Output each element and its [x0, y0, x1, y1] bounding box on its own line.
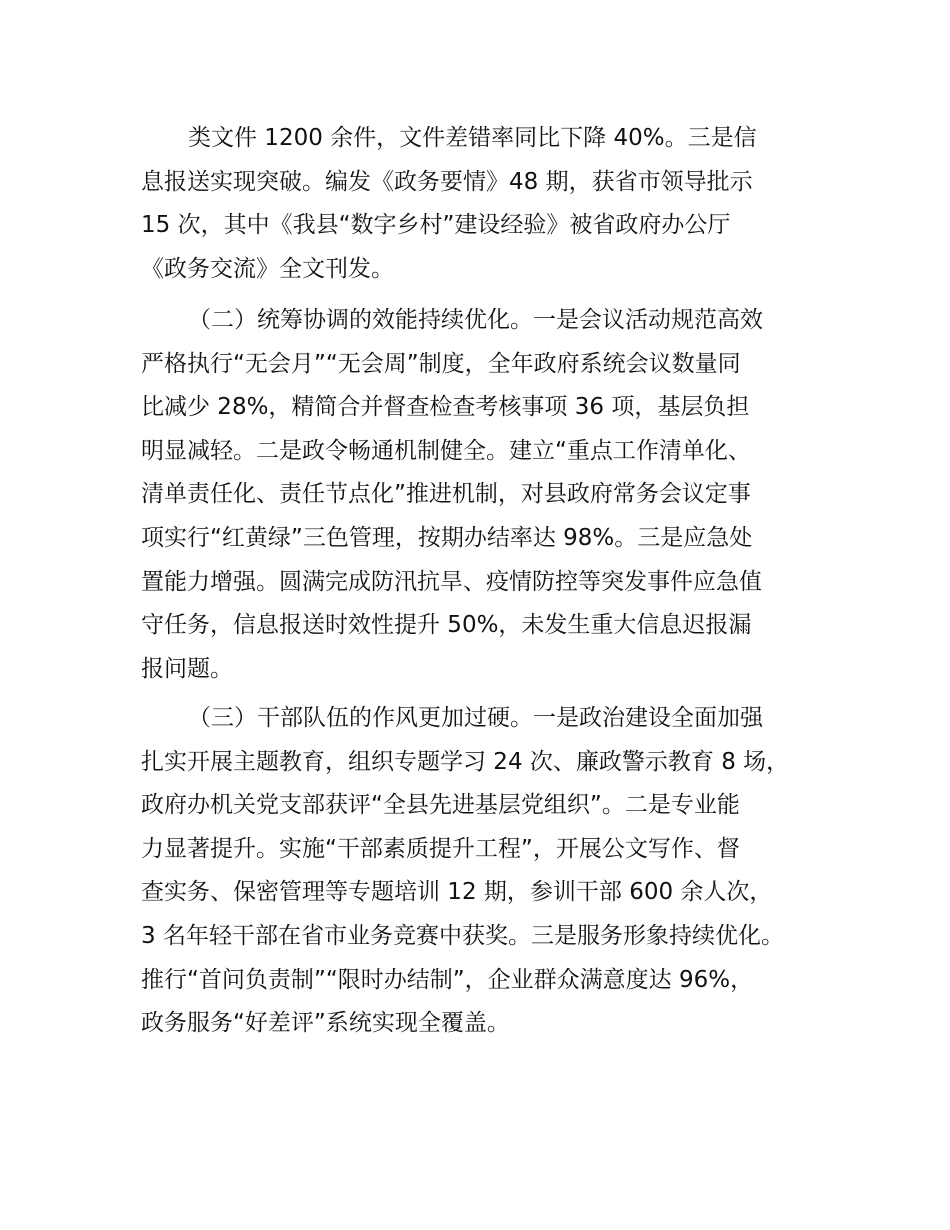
text-line: 置能力增强。圆满完成防汛抗旱、疫情防控等突发事件应急值	[141, 568, 762, 595]
text-line: 推行“首问负责制”“限时办结制”，企业群众满意度达 96%，	[141, 966, 754, 993]
text-line: 息报送实现突破。编发《政务要情》48 期，获省市领导批示	[141, 168, 753, 195]
text-line: 政府办机关党支部获评“全县先进基层党组织”。二是专业能	[141, 792, 740, 819]
text-line: 严格执行“无会月”“无会周”制度，全年政府系统会议数量同	[141, 350, 741, 377]
text-line: 项实行“红黄绿”三色管理，按期办结率达 98%。三是应急处	[141, 524, 753, 551]
text-line: 明显减轻。二是政令畅通机制健全。建立“重点工作清单化、	[141, 437, 751, 464]
text-line: 类文件 1200 余件，文件差错率同比下降 40%。三是信	[188, 125, 757, 151]
paragraph-coordination	[141, 299, 846, 691]
paragraph-file-info	[141, 117, 846, 291]
paragraph-cadre	[141, 697, 846, 1046]
text-line: 报问题。	[141, 655, 233, 682]
text-line: 15 次，其中《我县“数字乡村”建设经验》被省政府办公厅	[141, 212, 731, 239]
text-line: 查实务、保密管理等专题培训 12 期，参训干部 600 余人次，	[141, 879, 773, 906]
section-heading-line: （三）干部队伍的作风更加过硬。一是政治建设全面加强	[188, 705, 763, 731]
text-line: 扎实开展主题教育，组织专题学习 24 次、廉政警示教育 8 场，	[141, 748, 790, 775]
text-line: 政务服务“好差评”系统实现全覆盖。	[141, 1010, 510, 1037]
text-line: 守任务，信息报送时效性提升 50%，未发生重大信息迟报漏	[141, 612, 752, 639]
text-line: 《政务交流》全文刊发。	[141, 255, 394, 282]
section-heading-line: （二）统筹协调的效能持续优化。一是会议活动规范高效	[188, 307, 763, 333]
text-line: 力显著提升。实施“干部素质提升工程”，开展公文写作、督	[141, 835, 740, 862]
text-line: 3 名年轻干部在省市业务竞赛中获奖。三是服务形象持续优化。	[141, 922, 784, 949]
text-line: 比减少 28%，精简合并督查检查考核事项 36 项，基层负担	[141, 394, 750, 421]
text-line: 清单责任化、责任节点化”推进机制，对县政府常务会议定事	[141, 481, 751, 508]
